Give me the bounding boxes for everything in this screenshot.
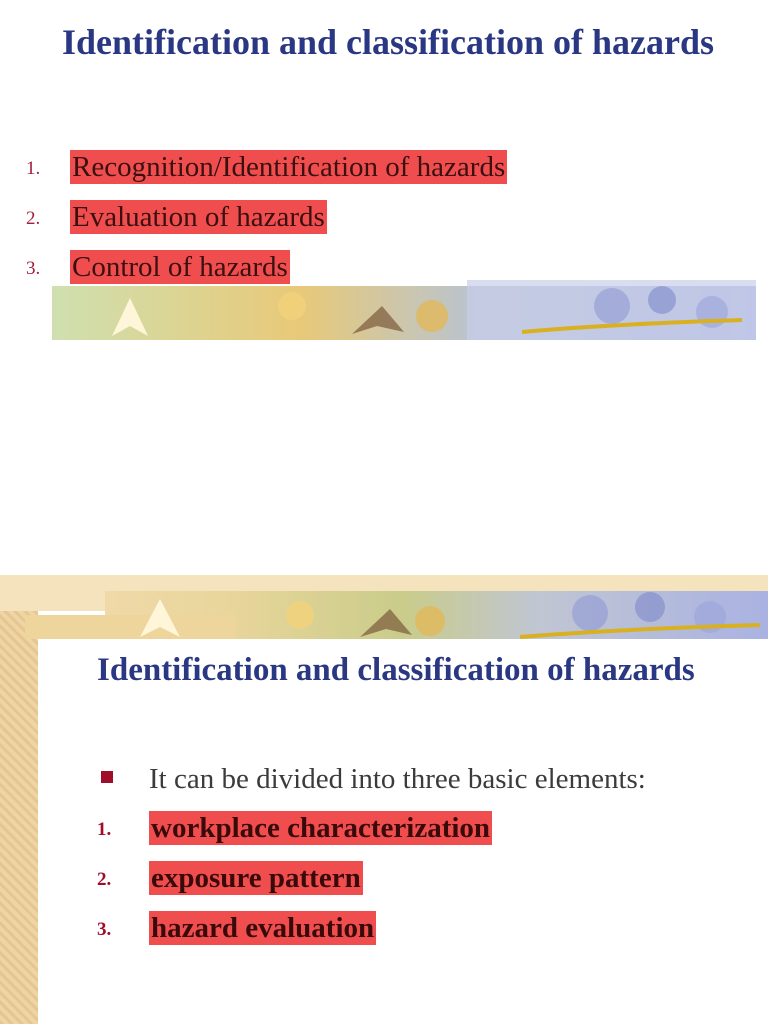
list-item-text: Control of hazards bbox=[72, 251, 288, 283]
list-number: 3. bbox=[26, 258, 41, 279]
leaf-band-graphic bbox=[0, 575, 768, 645]
slide-title: Identification and classification of hazards bbox=[97, 652, 695, 688]
list-item-text: Recognition/Identification of hazards bbox=[72, 151, 506, 183]
list-number: 2. bbox=[97, 869, 112, 890]
slide-title: Identification and classification of hazards bbox=[62, 22, 715, 62]
list-number: 1. bbox=[97, 819, 112, 840]
list-item-text: exposure pattern bbox=[151, 862, 361, 894]
slide-2 bbox=[0, 575, 768, 1024]
bullet-text: It can be divided into three basic elements: bbox=[149, 763, 646, 795]
list-number: 2. bbox=[26, 208, 41, 229]
list-number: 3. bbox=[97, 919, 112, 940]
square-bullet-icon bbox=[101, 771, 113, 783]
list-item-text: Evaluation of hazards bbox=[72, 201, 325, 233]
list-number: 1. bbox=[26, 158, 41, 179]
list-item-text: hazard evaluation bbox=[151, 912, 375, 944]
leaf-band-graphic bbox=[52, 276, 756, 340]
list-item-text: workplace characterization bbox=[151, 812, 491, 844]
